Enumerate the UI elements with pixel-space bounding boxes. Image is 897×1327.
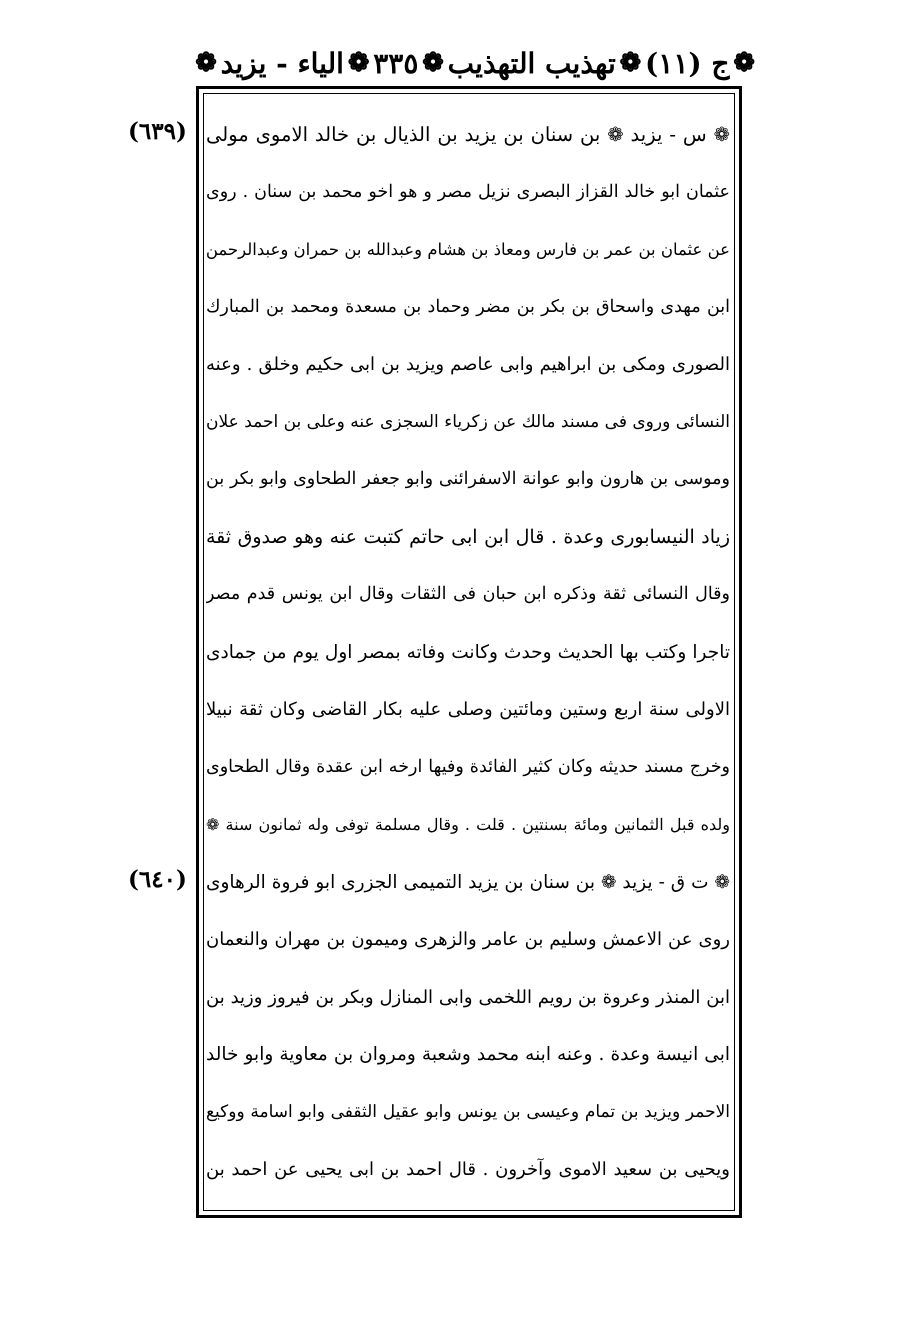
header-book-title: تهذيب التهذيب — [447, 46, 616, 80]
text-line: وموسى بن هارون وابو عوانة الاسفرائنى وابو جعفر الطحاوى وابو بكر بن — [206, 469, 730, 489]
text-line: روى عن الاعمش وسليم بن عامر والزهرى وميمون بن مهران والنعمان — [206, 929, 730, 950]
text-line: الصورى ومكى بن ابراهيم وابى عاصم ويزيد بن ابى حكيم وخلق . وعنه — [206, 354, 730, 375]
entry-number: (٦٤٠) — [128, 866, 187, 893]
text-line: الاحمر ويزيد بن تمام وعيسى بن يونس وابو عقيل الثقفى وابو اسامة ووكيع — [206, 1101, 730, 1122]
header-volume: ج (١١) — [645, 46, 730, 80]
body-text — [206, 106, 730, 1199]
running-header — [195, 38, 755, 88]
text-line: ولده قبل الثمانين ومائة بسنتين . قلت . وقال مسلمة توفى وله ثمانون سنة ❁ — [206, 815, 730, 834]
text-line: تاجرا وكتب بها الحديث وحدث وكانت وفاته بمصر اول يوم من جمادى — [206, 641, 730, 663]
ornament-icon: ❁ — [347, 48, 370, 78]
text-line: ❁ ت ق - يزيد ❁ بن سنان بن يزيد التميمى الجزرى ابو فروة الرهاوى — [206, 871, 730, 893]
text-line: النسائى وروى فى مسند مالك عن زكرياء السجزى عنه وعلى بن احمد علان — [206, 411, 730, 432]
header-page-number: ٣٣٥ — [373, 46, 419, 80]
text-line: ابى انيسة وعدة . وعنه ابنه محمد وشعبة ومروان بن معاوية وابو خالد — [206, 1044, 730, 1065]
ornament-icon: ❁ — [422, 48, 444, 78]
text-line: ❁ س - يزيد ❁ بن سنان بن يزيد بن الذيال بن خالد الاموى مولى — [206, 123, 730, 146]
entry-number: (٦٣٩) — [128, 118, 187, 145]
ornament-icon: ❁ — [195, 48, 217, 78]
ornament-icon: ❁ — [733, 48, 755, 78]
text-line: عن عثمان بن عمر بن فارس ومعاذ بن هشام وعبدالله بن حمران وعبدالرحمن — [206, 240, 730, 259]
text-line: زياد النيسابورى وعدة . قال ابن ابى حاتم كتبت عنه وهو صدوق ثقة — [206, 525, 730, 548]
text-line: ابن المنذر وعروة بن رويم اللخمى وابى المنازل وبكر بن فيروز وزيد بن — [206, 986, 730, 1008]
text-line: ويحيى بن سعيد الاموى وآخرون . قال احمد بن ابى يحيى عن احمد بن — [206, 1159, 730, 1180]
text-line: وقال النسائى ثقة وذكره ابن حبان فى الثقات وقال ابن يونس قدم مصر — [206, 584, 730, 604]
text-line: الاولى سنة اربع وستين ومائتين وصلى عليه بكار القاضى وكان ثقة نبيلا — [206, 699, 730, 720]
header-section: الياء - يزيد — [220, 46, 344, 80]
text-line: ابن مهدى واسحاق بن بكر بن مضر وحماد بن مسعدة ومحمد بن المبارك — [206, 296, 730, 317]
text-line: عثمان ابو خالد القزاز البصرى نزيل مصر و هو اخو محمد بن سنان . روى — [206, 181, 730, 202]
text-line: وخرج مسند حديثه وكان كثير الفائدة وفيها ارخه ابن عقدة وقال الطحاوى — [206, 756, 730, 777]
ornament-icon: ❁ — [619, 48, 642, 78]
